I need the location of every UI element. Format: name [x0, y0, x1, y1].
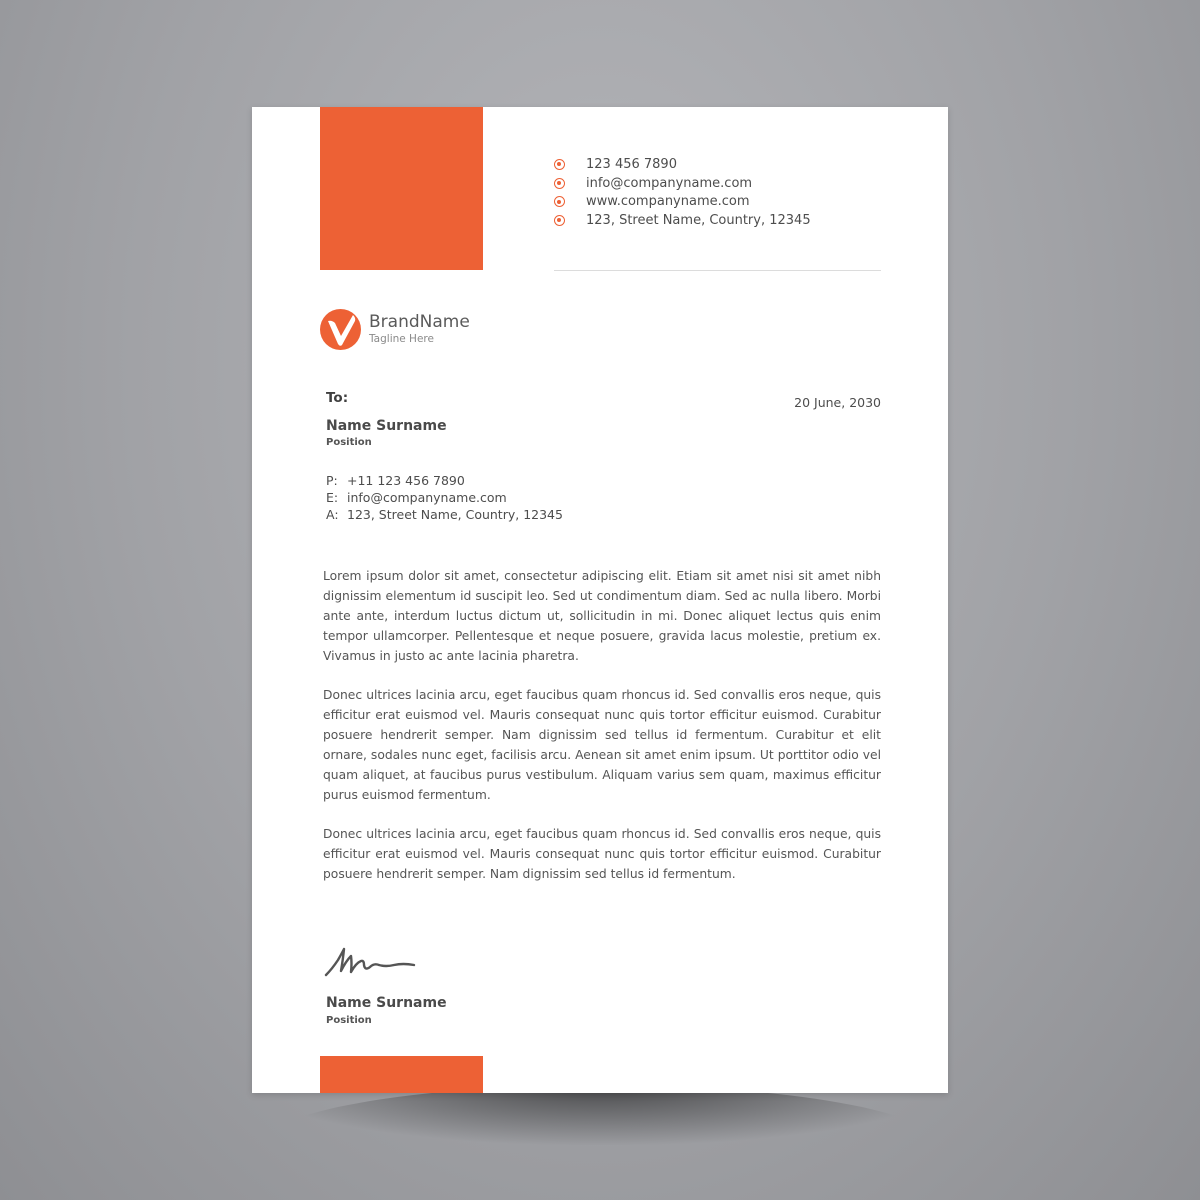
paper-shadow [262, 1085, 938, 1145]
recipient-position: Position [326, 437, 372, 448]
letter-body [323, 566, 881, 903]
signature-position: Position [326, 1015, 372, 1026]
body-paragraph-2: Donec ultrices lacinia arcu, eget faucibus quam rhoncus id. Sed convallis eros neque, quis efficitur erat euismod vel. Mauris consequat nunc quis tortor efficitur euismod. Curabitur posuere hendrerit semper. Nam dignissim sed tellus id fermentum. Curabitur et elit ornare, sodales nunc eget, facilisis arcu. Aenean sit amet enim ipsum. Ut porttitor odio vel quam aliquet, at faucibus purus vestibulum. Aliquam varius sem quam, maximus efficitur purus euismod fermentum. [323, 688, 881, 802]
recipient-address-value: 123, Street Name, Country, 12345 [347, 507, 563, 522]
accent-block-bottom [320, 1056, 483, 1093]
signature-name: Name Surname [326, 995, 447, 1011]
recipient-name: Name Surname [326, 418, 447, 434]
header-contacts [554, 155, 811, 230]
contact-phone-text: 123 456 7890 [586, 156, 677, 172]
letterhead-page [252, 107, 948, 1093]
contact-phone [554, 155, 811, 174]
contact-website [554, 192, 811, 211]
recipient-email [326, 489, 563, 506]
contact-address-text: 123, Street Name, Country, 12345 [586, 212, 811, 228]
recipient-address-key: A: [326, 507, 339, 522]
location-icon [554, 215, 565, 226]
body-paragraph-1: Lorem ipsum dolor sit amet, consectetur adipiscing elit. Etiam sit amet nisi sit amet nibh dignissim elementum id suscipit leo. Sed ut condimentum diam. Sed ac nulla libero. Morbi ante ante, interdum luctus dictum ut, sollicitudin in mi. Donec aliquet lectus quis enim tempor ullamcorper. Pellentesque et neque posuere, gravida lacus molestie, pretium ex. Vivamus in justo ac ante lacinia pharetra. [323, 569, 881, 663]
contact-email-text: info@companyname.com [586, 175, 753, 191]
recipient-phone-key: P: [326, 473, 338, 488]
email-icon [554, 178, 565, 189]
v-logo-icon [320, 309, 361, 350]
recipient-email-key: E: [326, 490, 339, 505]
body-paragraph-3: Donec ultrices lacinia arcu, eget faucibus quam rhoncus id. Sed convallis eros neque, quis efficitur erat euismod vel. Mauris consequat nunc quis tortor efficitur euismod. Curabitur posuere hendrerit semper. Nam dignissim sed tellus id fermentum. [323, 827, 881, 881]
header-divider [554, 270, 881, 271]
contact-website-text: www.companyname.com [586, 194, 750, 210]
recipient-contact [326, 472, 563, 523]
globe-icon [554, 196, 565, 207]
brand-name: BrandName [369, 312, 470, 332]
recipient-address [326, 506, 563, 523]
recipient-phone [326, 472, 563, 489]
contact-email [554, 174, 811, 193]
letter-date: 20 June, 2030 [794, 395, 881, 410]
brand-tagline: Tagline Here [369, 333, 434, 345]
contact-address [554, 211, 811, 230]
signature-image [324, 943, 416, 979]
to-label: To: [326, 390, 349, 406]
recipient-email-value: info@companyname.com [347, 490, 507, 505]
phone-icon [554, 159, 565, 170]
accent-block-top [320, 107, 483, 270]
recipient-phone-value: +11 123 456 7890 [347, 473, 465, 488]
